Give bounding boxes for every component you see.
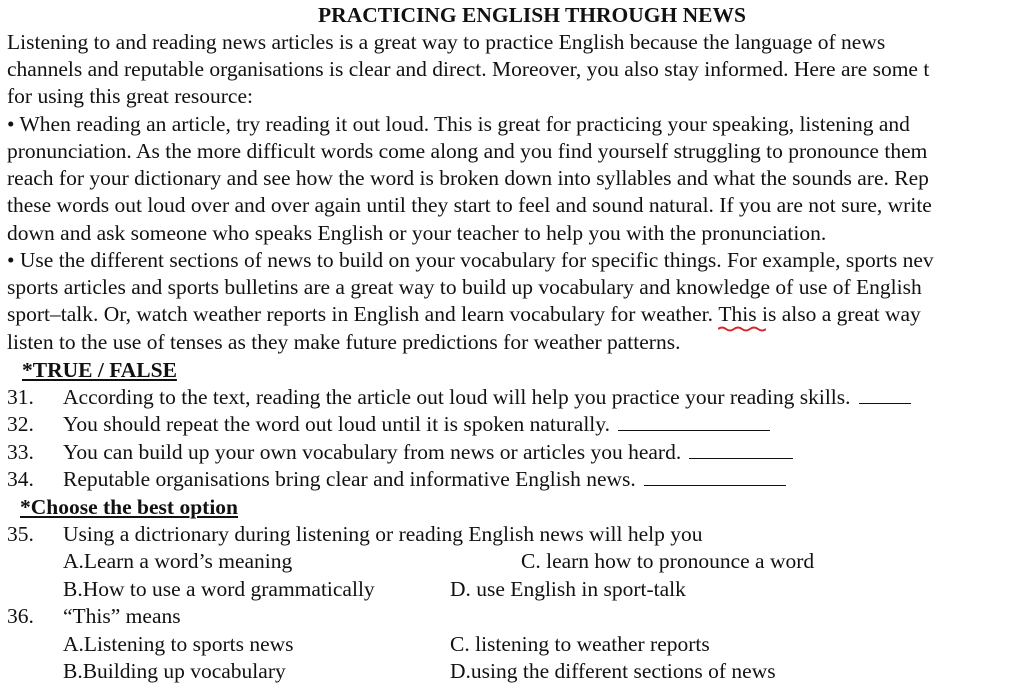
passage-line-3: for using this great resource: bbox=[7, 84, 253, 108]
passage-line-10: sports articles and sports bulletins are a great way to build up vocabulary and knowledge of use of English bbox=[7, 275, 922, 299]
answer-blank-34[interactable] bbox=[644, 467, 786, 486]
question-33: You can build up your own vocabulary from news or articles you heard. bbox=[63, 439, 793, 466]
question-32-number: 32. bbox=[7, 412, 34, 436]
document-title: PRACTICING ENGLISH THROUGH NEWS bbox=[318, 3, 746, 27]
question-31: According to the text, reading the article out loud will help you practice your reading skills. bbox=[63, 384, 911, 411]
question-36-option-c[interactable]: C. listening to weather reports bbox=[450, 632, 710, 656]
question-33-number: 33. bbox=[7, 440, 34, 464]
passage-line-11-tail: is also a great way bbox=[756, 302, 921, 326]
answer-blank-31[interactable] bbox=[859, 385, 911, 404]
passage-line-5: pronunciation. As the more difficult words come along and you find yourself struggling to pronounce them bbox=[7, 139, 928, 163]
question-35-option-a[interactable]: A.Learn a word’s meaning bbox=[63, 549, 293, 573]
question-35-option-d[interactable]: D. use English in sport-talk bbox=[450, 577, 686, 601]
question-36-option-d[interactable]: D.using the different sections of news bbox=[450, 659, 776, 683]
passage-line-4: • When reading an article, try reading it out loud. This is great for practicing your speaking, listening and bbox=[7, 112, 910, 136]
question-35-option-b[interactable]: B.How to use a word grammatically bbox=[63, 577, 375, 601]
choose-best-option-heading: *Choose the best option bbox=[20, 495, 239, 519]
question-31-number: 31. bbox=[7, 385, 34, 409]
question-36-option-a[interactable]: A.Listening to sports news bbox=[63, 632, 294, 656]
question-35-number: 35. bbox=[7, 522, 34, 546]
question-36: “This” means bbox=[63, 604, 181, 628]
passage-line-11-text: sport–talk. Or, watch weather reports in English and learn vocabulary for weather. bbox=[7, 302, 714, 326]
passage-line-1: Listening to and reading news articles is a great way to practice English because the language of news bbox=[7, 30, 886, 54]
question-36-option-b[interactable]: B.Building up vocabulary bbox=[63, 659, 286, 683]
spellcheck-squiggle-icon bbox=[718, 326, 766, 332]
true-false-heading: *TRUE / FALSE bbox=[22, 358, 177, 382]
passage-line-6: reach for your dictionary and see how the word is broken down into syllables and what the sounds are. Rep bbox=[7, 166, 929, 190]
answer-blank-33[interactable] bbox=[689, 440, 793, 459]
question-34: Reputable organisations bring clear and informative English news. bbox=[63, 466, 786, 493]
passage-line-2: channels and reputable organisations is clear and direct. Moreover, you also stay informed. Here are some t bbox=[7, 57, 930, 81]
answer-blank-32[interactable] bbox=[618, 412, 770, 431]
question-36-number: 36. bbox=[7, 604, 34, 628]
passage-line-11 bbox=[7, 301, 921, 328]
passage-line-9: • Use the different sections of news to build on your vocabulary for specific things. For example, sports nev bbox=[7, 248, 934, 272]
passage-line-12: listen to the use of tenses as they make future predictions for weather patterns. bbox=[7, 330, 681, 354]
question-35-option-c[interactable]: C. learn how to pronounce a word bbox=[521, 549, 815, 573]
highlighted-word-this: This bbox=[718, 301, 756, 328]
passage-line-7: these words out loud over and over again until they start to feel and sound natural. If you are not sure, write bbox=[7, 193, 932, 217]
question-32: You should repeat the word out loud until it is spoken naturally. bbox=[63, 411, 770, 438]
question-34-number: 34. bbox=[7, 467, 34, 491]
passage-line-8: down and ask someone who speaks English or your teacher to help you with the pronunciation. bbox=[7, 221, 827, 245]
question-35: Using a dictrionary during listening or reading English news will help you bbox=[63, 522, 703, 546]
